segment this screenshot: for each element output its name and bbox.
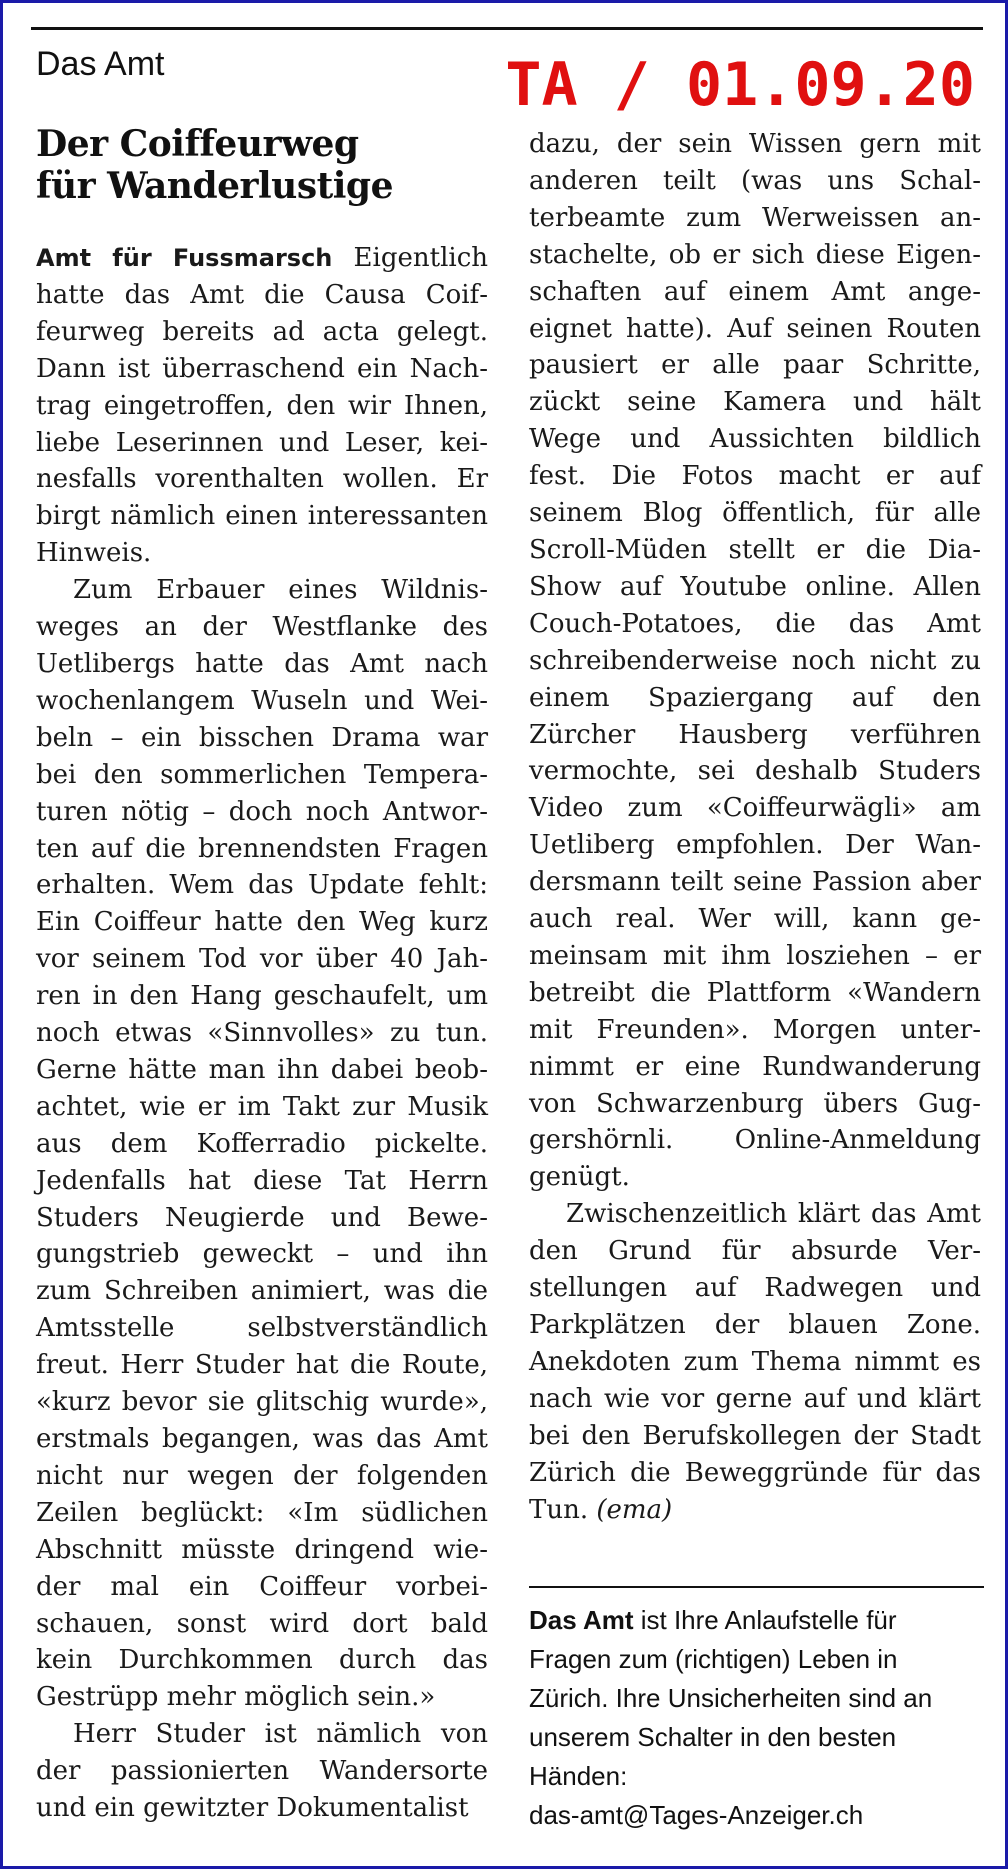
date-stamp: TA / 01.09.20 (505, 50, 975, 120)
headline (36, 123, 506, 207)
article-column-left (36, 240, 488, 1827)
article-paragraph-3-continued: dazu, der sein Wissen gern mit anderen teilt (was uns Schalterbeamte zum Werweissen anstachelte, ob er sich diese Eigenschaften auf einem Amt angeeignet hatte). Auf seinen Routen pausiert er alle paar Schritte, zückt seine Kamera und hält Wege und Aussichten bildlich fest. Die Fotos macht er auf seinem Blog öffentlich, für alle Scroll-Müden stellt er die Dia-Show auf Youtube online. Allen Couch-Potatoes, die das Amt schreibenderweise noch nicht zu einem Spaziergang auf den Zürcher Hausberg verführen vermochte, sei deshalb Studers Video zum «Coiffeurwägli» am Uetliberg empfohlen. Der Wandersmann teilt seine Passion aber auch real. Wer will, kann gemeinsam mit ihm losziehen – er betreibt die Plattform «Wandern mit Freunden». Morgen unternimmt er eine Rundwanderung von Schwarzenburg übers Guggershörnli. Online-Anmeldung genügt. (529, 129, 981, 1193)
paragraph-4-text: Zwischenzeitlich klärt das Amt den Grund für absurde Verstellungen auf Radwegen und Parkplätzen der blauen Zone. Anekdoten zum Thema nimmt es nach wie vor gerne auf und klärt bei den Berufskollegen der Stadt Zürich die Beweggründe für das Tun. (529, 1199, 981, 1525)
infobox-title: Das Amt (529, 1605, 634, 1635)
top-rule (31, 27, 983, 30)
infobox-email[interactable]: das-amt@Tages-Anzeiger.ch (529, 1800, 864, 1830)
article-kicker: Amt für Fussmarsch (36, 244, 333, 272)
infobox-rule (529, 1586, 984, 1588)
section-label: Das Amt (36, 45, 165, 83)
article-paragraph-1 (36, 240, 488, 572)
headline-line-1: Der Coiffeurweg (36, 123, 359, 165)
article-column-right (529, 126, 981, 1528)
paragraph-3-text: Herr Studer ist nämlich von der passionierten Wandersorte und ein gewitzter Dokumentalist (36, 1719, 488, 1824)
headline-line-2: für Wanderlustige (36, 165, 394, 207)
article-paragraph-4 (529, 1196, 981, 1528)
paragraph-1-text: Eigentlich hatte das Amt die Causa Coiffeurweg bereits ad acta gelegt. Dann ist überraschend ein Nachtrag eingetroffen, den wir Ihnen, liebe Leserinnen und Leser, keinesfalls vorenthalten wollen. Er birgt nämlich einen interessanten Hinweis. (36, 243, 489, 569)
infobox-text: ist Ihre Anlaufstelle für Fragen zum (richtigen) Leben in Zürich. Ihre Unsicherheiten sind an unserem Schalter in den besten Händen: (529, 1605, 933, 1791)
infobox (529, 1601, 984, 1835)
author-signature: (ema) (596, 1494, 673, 1525)
article-paragraph-3-start (36, 1716, 488, 1827)
article-paragraph-2: Zum Erbauer eines Wildnisweges an der Westflanke des Uetlibergs hatte das Amt nach wochenlangem Wuseln und Weibeln – ein bisschen Drama war bei den sommerlichen Temperaturen nötig – doch noch Antworten auf die brennendsten Fragen erhalten. Wem das Update fehlt: Ein Coiffeur hatte den Weg kurz vor seinem Tod vor über 40 Jahren in den Hang geschaufelt, um noch etwas «Sinnvolles» zu tun. Gerne hätte man ihn dabei beobachtet, wie er im Takt zur Musik aus dem Kofferradio pickelte. Jedenfalls hat diese Tat Herrn Studers Neugierde und Bewegungstrieb geweckt – und ihn zum Schreiben animiert, was die Amtsstelle selbstverständlich freut. Herr Studer hat die Route, «kurz bevor sie glitschig wurde», erstmals begangen, was das Amt nicht nur wegen der folgenden Zeilen beglückt: «Im südlichen Abschnitt müsste dringend wieder mal ein Coiffeur vorbeischauen, sonst wird dort bald kein Durchkommen durch das Gestrüpp mehr möglich sein.» (36, 575, 488, 1713)
